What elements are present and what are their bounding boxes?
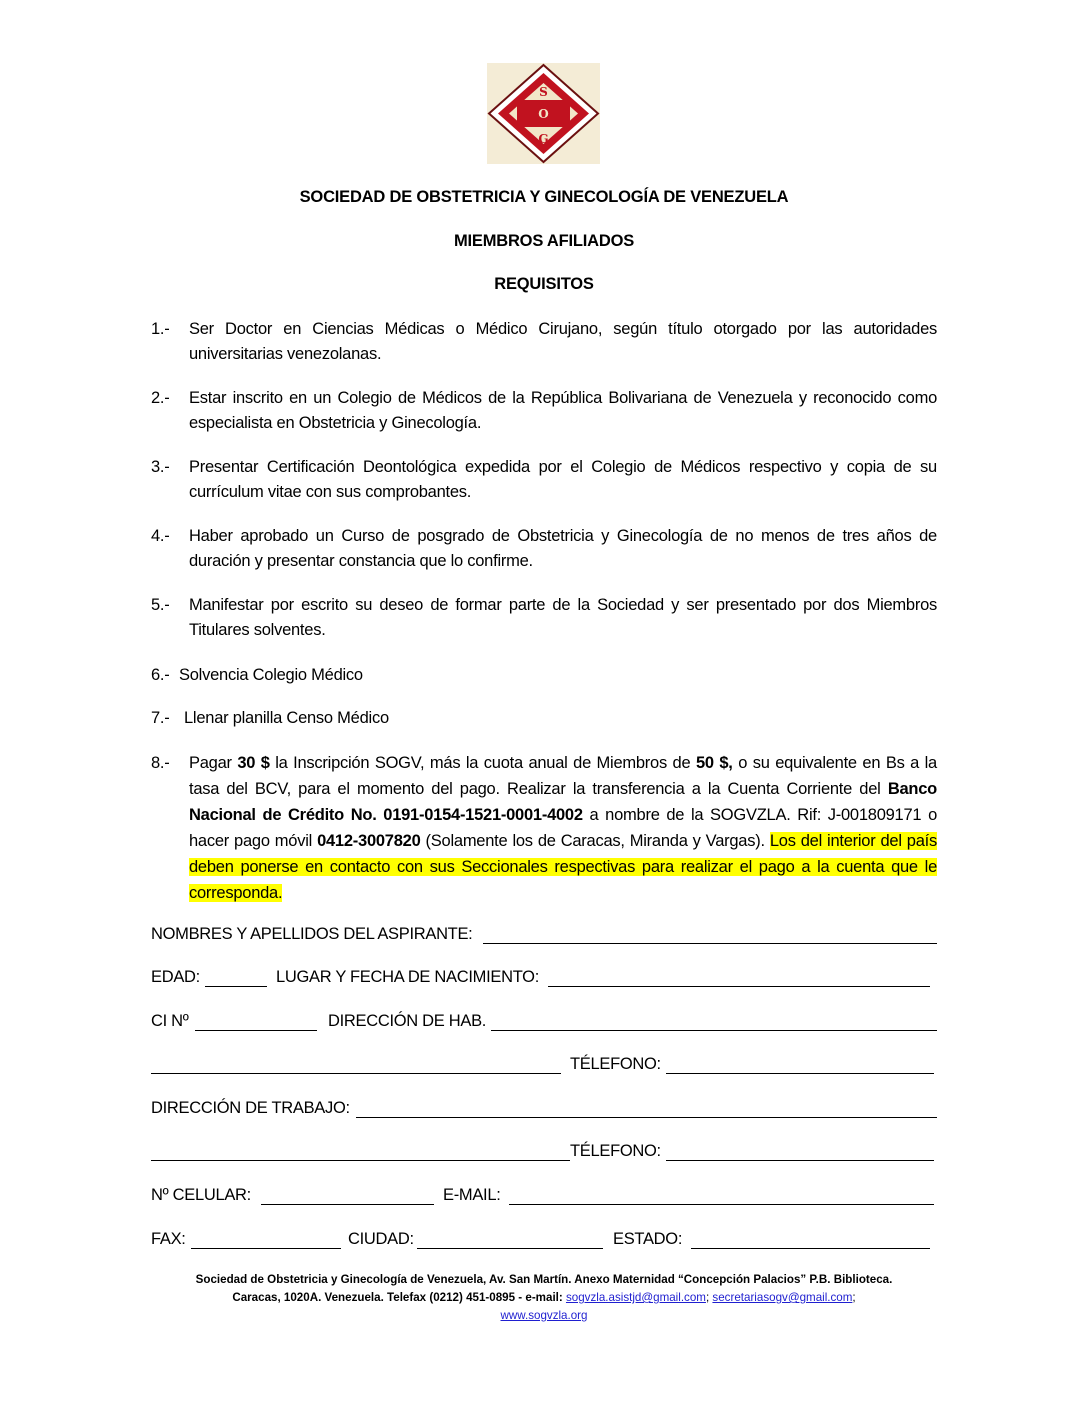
requirement-text: Presentar Certificación Deontológica expedida por el Colegio de Médicos respectivo y copia de su currículum vitae con sus comprobantes. [189, 458, 937, 501]
requirement-8 [151, 750, 937, 906]
sogv-logo [487, 63, 600, 164]
requirement-number: 8.- [151, 754, 170, 772]
form-row-names [151, 925, 937, 949]
requirement-text: Ser Doctor en Ciencias Médicas o Médico Cirujano, según título otorgado por las autoridades universitarias venezolanas. [189, 320, 937, 363]
bank-account: Banco Nacional de Crédito No. 0191-0154-1521-0001-4002 [189, 780, 937, 824]
work-address-field[interactable] [356, 1099, 937, 1118]
home-phone-field[interactable] [666, 1055, 934, 1074]
requirement-1 [151, 317, 937, 367]
requirement-3 [151, 455, 937, 505]
fax-label: FAX: [151, 1230, 186, 1248]
form-row-fax-city-state [151, 1230, 937, 1254]
mobile-payment-number: 0412-3007820 [317, 832, 421, 850]
footer [0, 1271, 1088, 1325]
state-label: ESTADO: [613, 1230, 683, 1248]
cell-field[interactable] [261, 1186, 434, 1205]
city-field[interactable] [417, 1230, 603, 1249]
section-title: MIEMBROS AFILIADOS [453, 232, 635, 250]
work-address-field-continued[interactable] [151, 1142, 570, 1161]
requirement-text: Manifestar por escrito su deseo de formar parte de la Sociedad y ser presentado por dos Miembros Titulares solventes. [189, 596, 937, 639]
home-phone-label: TÉLEFONO: [570, 1055, 661, 1073]
state-field[interactable] [691, 1230, 930, 1249]
requirement-text: Llenar planilla Censo Médico [184, 709, 389, 727]
requirement-number: 6.- [151, 666, 170, 684]
annual-fee-amount: 50 $, [695, 754, 733, 772]
ci-field[interactable] [195, 1012, 317, 1031]
requirement-2 [151, 386, 937, 436]
requirement-number: 4.- [151, 527, 170, 545]
work-phone-label: TÉLEFONO: [570, 1142, 661, 1160]
form-row-address-phone [151, 1055, 937, 1079]
form-row-cell-email [151, 1186, 937, 1210]
requirement-5 [151, 593, 937, 643]
names-label: NOMBRES Y APELLIDOS DEL ASPIRANTE: [151, 925, 473, 943]
home-address-field-continued[interactable] [151, 1055, 561, 1074]
requirement-6 [151, 663, 937, 688]
age-field[interactable] [205, 968, 267, 987]
email-link-2[interactable]: secretariasogv@gmail.com [712, 1291, 853, 1304]
birth-field[interactable] [548, 968, 930, 987]
cell-label: Nº CELULAR: [151, 1186, 251, 1204]
requirement-text: Estar inscrito en un Colegio de Médicos de la República Bolivariana de Venezuela y reconocido como especialista en Obstetricia y Ginecología. [189, 389, 937, 432]
requirement-number: 1.- [151, 320, 170, 338]
requirement-7 [151, 706, 937, 731]
footer-address: Sociedad de Obstetricia y Ginecología de Venezuela, Av. San Martín. Anexo Maternidad “Concepción Palacios” P.B. Biblioteca. [195, 1273, 893, 1286]
age-label: EDAD: [151, 968, 200, 986]
organization-title: SOCIEDAD DE OBSTETRICIA Y GINECOLOGÍA DE VENEZUELA [299, 188, 789, 206]
email-link-1[interactable]: sogvzla.asistjd@gmail.com [565, 1291, 706, 1304]
svg-text:O: O [538, 107, 549, 121]
requirement-4 [151, 524, 937, 574]
names-field[interactable] [483, 925, 937, 944]
requirement-number: 2.- [151, 389, 170, 407]
website-link[interactable]: www.sogvzla.org [500, 1309, 588, 1322]
home-address-label: DIRECCIÓN DE HAB. [328, 1012, 487, 1030]
requirement-text: Haber aprobado un Curso de posgrado de Obstetricia y Ginecología de no menos de tres años de duración y presentar constancia que lo confirme. [189, 527, 937, 570]
requirements-heading: REQUISITOS [494, 275, 594, 293]
form-row-work-address [151, 1099, 937, 1123]
home-address-field[interactable] [491, 1012, 937, 1031]
fax-field[interactable] [191, 1230, 341, 1249]
requirement-text: Solvencia Colegio Médico [179, 666, 363, 684]
inscription-amount: 30 $ [237, 754, 270, 772]
form-row-work-phone [151, 1142, 937, 1166]
svg-text:S: S [539, 85, 548, 99]
form-row-age-birth [151, 968, 937, 992]
requirement-text: Pagar 30 $ la Inscripción SOGV, más la cuota anual de Miembros de 50 $, o su equivalente en Bs a la tasa del BCV, para el momento del pago. Realizar la transferencia a la Cuenta Corriente del Banco Nacional de Crédito No. 0191-0154-1521-0001-4002 a nombre de la SOGVZLA. Rif: J-001809171 o hacer pago móvil 0412-3007820 (Solamente los de Caracas, Miranda y Vargas). Los del interior del país deben ponerse en contacto con sus Seccionales respectivas para realizar el pago a la cuenta que le corresponda. [189, 754, 937, 902]
form-row-ci-address [151, 1012, 937, 1036]
work-phone-field[interactable] [666, 1142, 934, 1161]
work-address-label: DIRECCIÓN DE TRABAJO: [151, 1099, 350, 1117]
birth-label: LUGAR Y FECHA DE NACIMIENTO: [276, 968, 539, 986]
email-label: E-MAIL: [443, 1186, 501, 1204]
svg-text:G: G [538, 132, 549, 146]
requirement-number: 7.- [151, 709, 170, 727]
ci-label: CI Nº [151, 1012, 189, 1030]
requirement-number: 3.- [151, 458, 170, 476]
highlighted-note: Los del interior del país deben ponerse en contacto con sus Seccionales respectivas para realizar el pago a la cuenta que le corresponda. [189, 832, 937, 902]
footer-contact: Caracas, 1020A. Venezuela. Telefax (0212) 451-0895 - e-mail: sogvzla.asistjd@gmail.com; secretariasogv@gmail.com; [232, 1291, 856, 1304]
email-field[interactable] [509, 1186, 934, 1205]
city-label: CIUDAD: [348, 1230, 414, 1248]
requirement-number: 5.- [151, 596, 170, 614]
